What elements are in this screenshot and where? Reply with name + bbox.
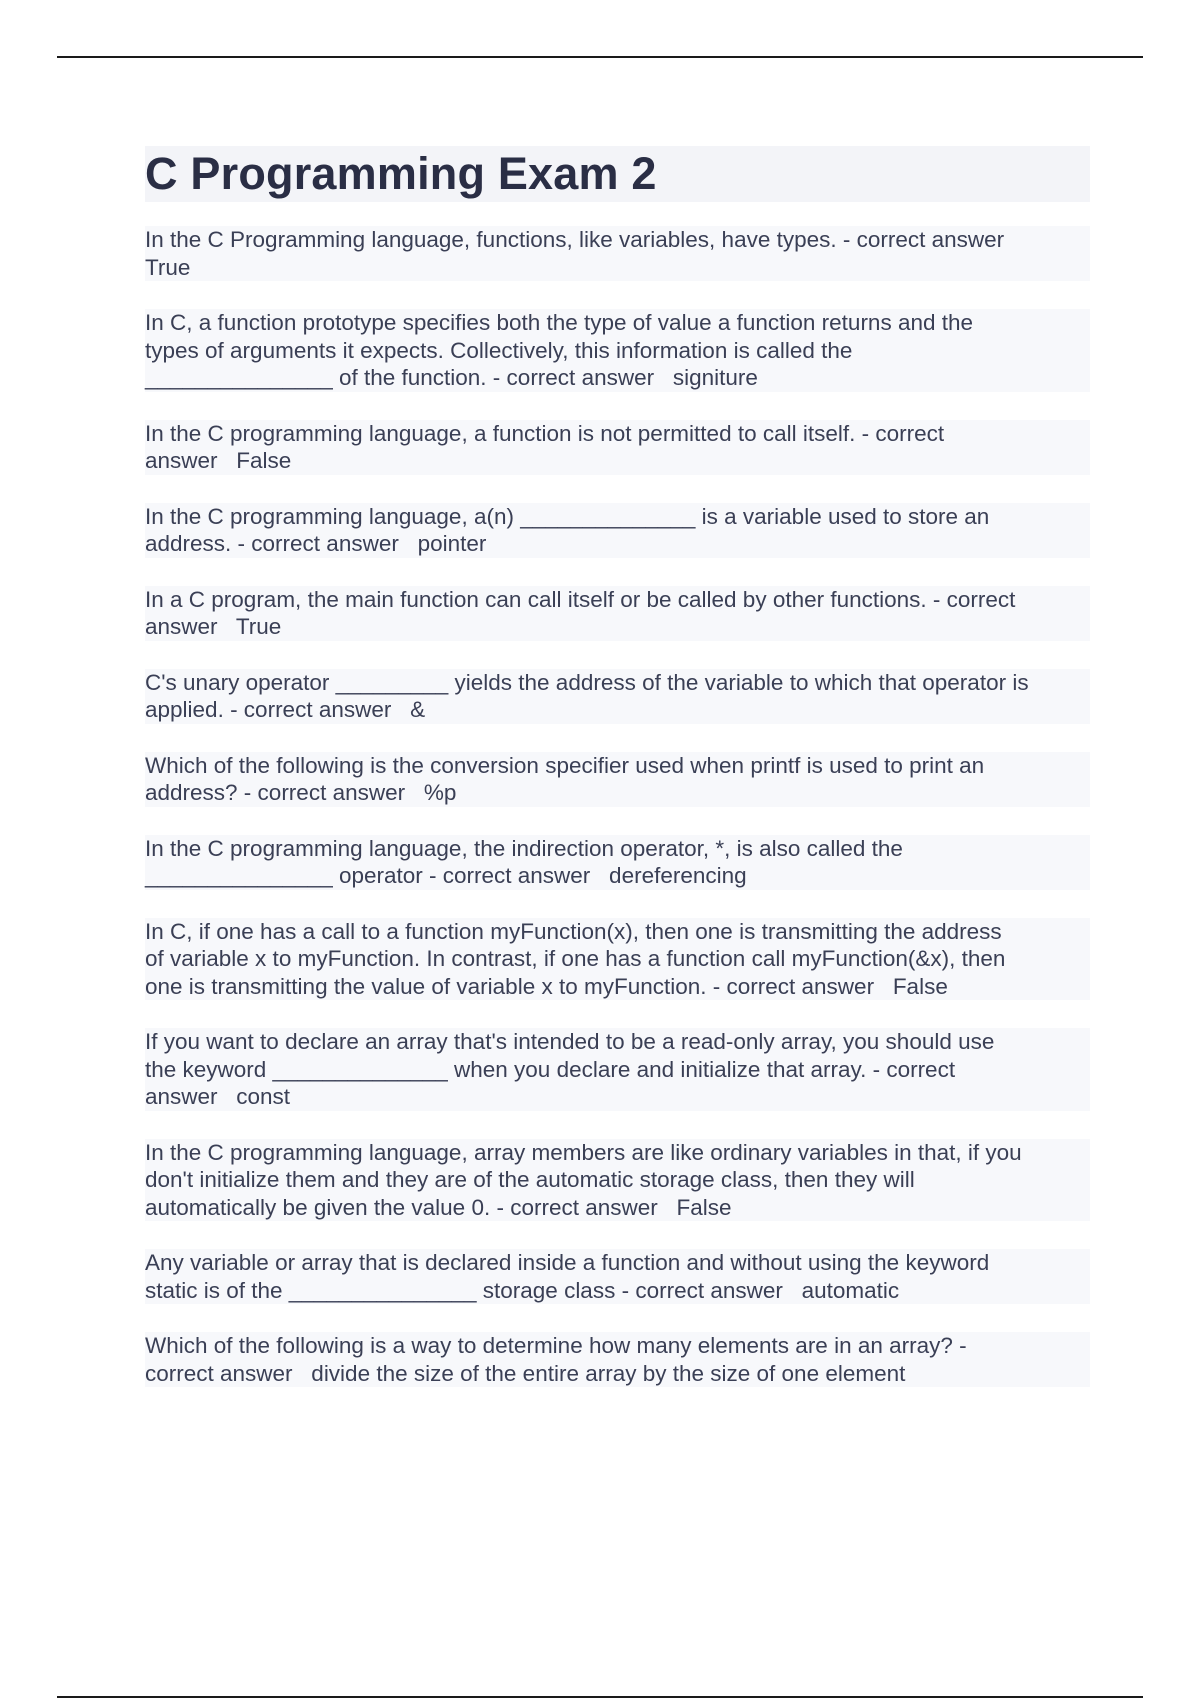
bottom-rule bbox=[57, 1696, 1143, 1698]
qa-item: C's unary operator _________ yields the address of the variable to which that operator is applied. - correct answer & bbox=[145, 669, 1090, 724]
qa-item: In the C programming language, array members are like ordinary variables in that, if you don't initialize them and they are of the automatic storage class, then they will automatically be given the value 0. - correct answer False bbox=[145, 1139, 1090, 1222]
qa-item: Any variable or array that is declared inside a function and without using the keyword static is of the _______________ storage class - correct answer automatic bbox=[145, 1249, 1090, 1304]
qa-item: In C, a function prototype specifies both the type of value a function returns and the types of arguments it expects. Collectively, this information is called the _______________ of the function. - correct answer signiture bbox=[145, 309, 1090, 392]
document-body bbox=[145, 146, 1090, 1415]
qa-item: In C, if one has a call to a function myFunction(x), then one is transmitting the address of variable x to myFunction. In contrast, if one has a function call myFunction(&x), then one is transmitting the value of variable x to myFunction. - correct answer False bbox=[145, 918, 1090, 1001]
page-title: C Programming Exam 2 bbox=[145, 148, 657, 199]
qa-item: In the C Programming language, functions, like variables, have types. - correct answer True bbox=[145, 226, 1090, 281]
qa-item: If you want to declare an array that's intended to be a read-only array, you should use the keyword ______________ when you declare and initialize that array. - correct answer const bbox=[145, 1028, 1090, 1111]
top-rule bbox=[57, 56, 1143, 58]
qa-item: Which of the following is the conversion specifier used when printf is used to print an address? - correct answer %p bbox=[145, 752, 1090, 807]
qa-list bbox=[145, 226, 1090, 1387]
qa-item: In the C programming language, a function is not permitted to call itself. - correct answer False bbox=[145, 420, 1090, 475]
title-band bbox=[145, 146, 1090, 202]
qa-item: In the C programming language, the indirection operator, *, is also called the _______________ operator - correct answer dereferencing bbox=[145, 835, 1090, 890]
qa-item: In a C program, the main function can call itself or be called by other functions. - correct answer True bbox=[145, 586, 1090, 641]
qa-item: In the C programming language, a(n) ______________ is a variable used to store an address. - correct answer pointer bbox=[145, 503, 1090, 558]
qa-item: Which of the following is a way to determine how many elements are in an array? - correct answer divide the size of the entire array by the size of one element bbox=[145, 1332, 1090, 1387]
